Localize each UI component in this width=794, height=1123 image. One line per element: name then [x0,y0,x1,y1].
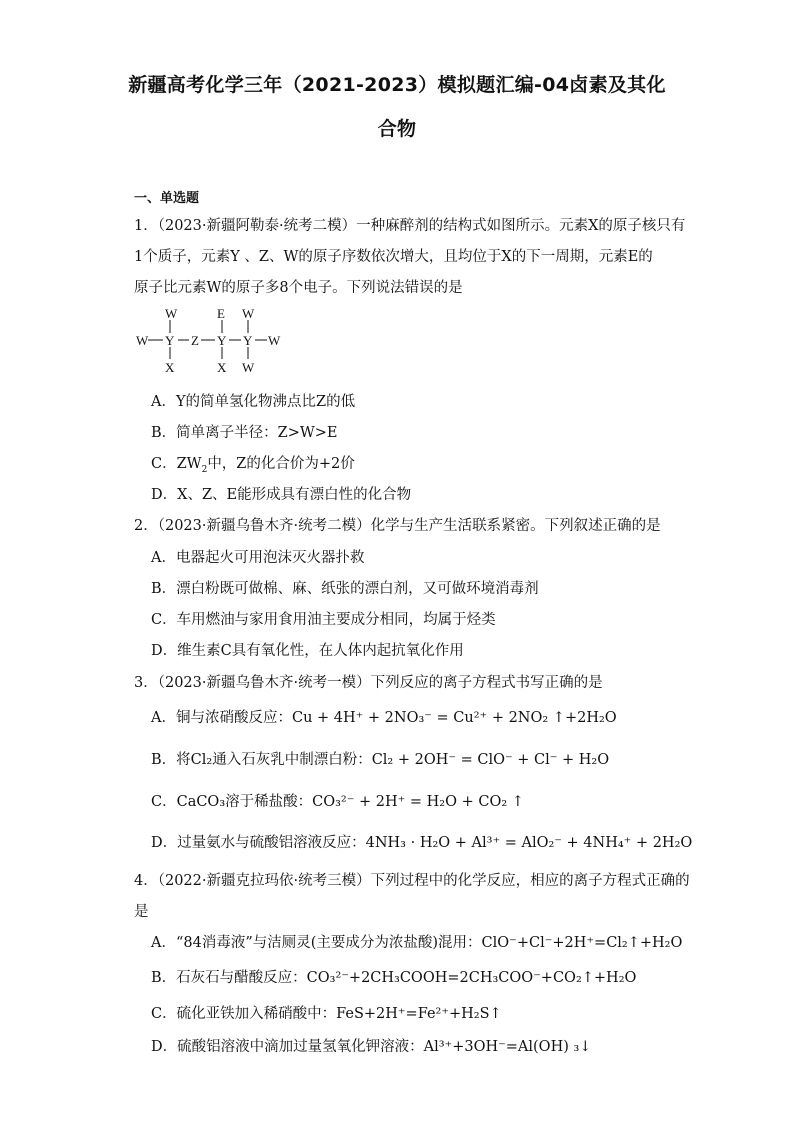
atom-e-top: E [217,306,225,321]
atom-w-top-2: W [242,306,255,321]
q3-option-c-equation: CO₃²⁻ + 2H⁺ = H₂O + CO₂ ↑ [312,794,524,810]
q4-option-b: B．石灰石与醋酸反应：CO₃²⁻+2CH₃COOH=2CH₃COO⁻+CO₂↑+H₂O [151,970,637,986]
question-1-line-2: 1个质子，元素Y 、Z、W的原子序数依次增大，且均位于X的下一周期，元素E的 [134,249,653,265]
atom-w-left: W [136,333,149,348]
question-3-line-1: 3．（2023·新疆乌鲁木齐·统考一模）下列反应的离子方程式书写正确的是 [134,675,603,691]
question-2-line-1: 2．（2023·新疆乌鲁木齐·统考二模）化学与生产生活联系紧密。下列叙述正确的是 [134,518,661,534]
section-heading: 一、单选题 [134,191,200,206]
q1-option-c-pre: C．ZW [151,456,202,472]
q3-option-d-equation: 4NH₃ · H₂O + Al³⁺ = AlO₂⁻ + 4NH₄⁺ + 2H₂O [365,835,693,851]
question-1-line-1: 1．（2023·新疆阿勒泰·统考二模）一种麻醉剂的结构式如图所示。元素X的原子核只有 [134,218,686,234]
question-1-line-3: 原子比元素W的原子多8个电子。下列说法错误的是 [134,280,463,296]
q3-option-b-equation: Cl₂ + 2OH⁻ = ClO⁻ + Cl⁻ + H₂O [371,752,610,768]
q1-option-d: D．X、Z、E能形成具有漂白性的化合物 [151,487,412,503]
q3-option-a [151,706,617,727]
question-4-line-2: 是 [134,904,149,920]
atom-x-bottom-1: X [165,360,175,375]
q2-option-b: B．漂白粉既可做棉、麻、纸张的漂白剂，又可做环境消毒剂 [151,581,539,597]
q2-option-c: C．车用燃油与家用食用油主要成分相同，均属于烃类 [151,612,496,628]
q3-option-c-label: C．CaCO₃溶于稀盐酸： [151,794,313,810]
q3-option-a-equation: Cu + 4H⁺ + 2NO₃⁻ = Cu²⁺ + 2NO₂ ↑+2H₂O [291,710,617,726]
q4-option-c: C．硫化亚铁加入稀硝酸中：FeS+2H⁺=Fe²⁺+H₂S↑ [151,1006,502,1022]
q3-option-d [151,831,692,852]
q4-option-a: A．“84消毒液”与洁厕灵(主要成分为浓盐酸)混用：ClO⁻+Cl⁻+2H⁺=Cl₂↑+H₂O [151,935,683,951]
atom-w-top-1: W [165,306,178,321]
q3-option-b-label: B．将Cl₂通入石灰乳中制漂白粉： [151,752,372,768]
atom-w-bottom: W [242,360,255,375]
atom-x-bottom-2: X [217,360,227,375]
q3-option-a-label: A．铜与浓硝酸反应： [151,710,292,726]
q4-option-d: D．硫酸铝溶液中滴加过量氢氧化钾溶液：Al³⁺+3OH⁻=Al(OH) ₃↓ [151,1039,592,1055]
q3-option-b [151,748,609,769]
q2-option-d: D．维生素C具有氧化性，在人体内起抗氧化作用 [151,643,464,659]
atom-y-3: Y [243,333,253,348]
structural-formula [134,306,294,376]
question-4-line-1: 4．（2022·新疆克拉玛依·统考三模）下列过程中的化学反应，相应的离子方程式正确的 [134,873,690,889]
q2-option-a: A．电器起火可用泡沫灭火器扑救 [151,550,365,566]
q3-option-d-label: D．过量氨水与硫酸铝溶液反应： [151,835,366,851]
document-title-line-2: 合物 [377,118,417,140]
q1-option-c [151,452,355,473]
q1-option-a: A．Y的简单氢化物沸点比Z的低 [151,394,356,410]
document-title-line-1: 新疆高考化学三年（2021-2023）模拟题汇编-04卤素及其化 [128,74,666,96]
atom-y-2: Y [217,333,227,348]
q3-option-c [151,790,524,811]
q1-option-b: B．简单离子半径：Z>W>E [151,425,338,441]
atom-y-1: Y [165,333,175,348]
q1-option-c-post: 中，Z的化合价为+2价 [207,456,355,472]
atom-z: Z [191,333,199,348]
atom-w-right: W [268,333,281,348]
q1-option-c-sub: 2 [201,464,208,475]
